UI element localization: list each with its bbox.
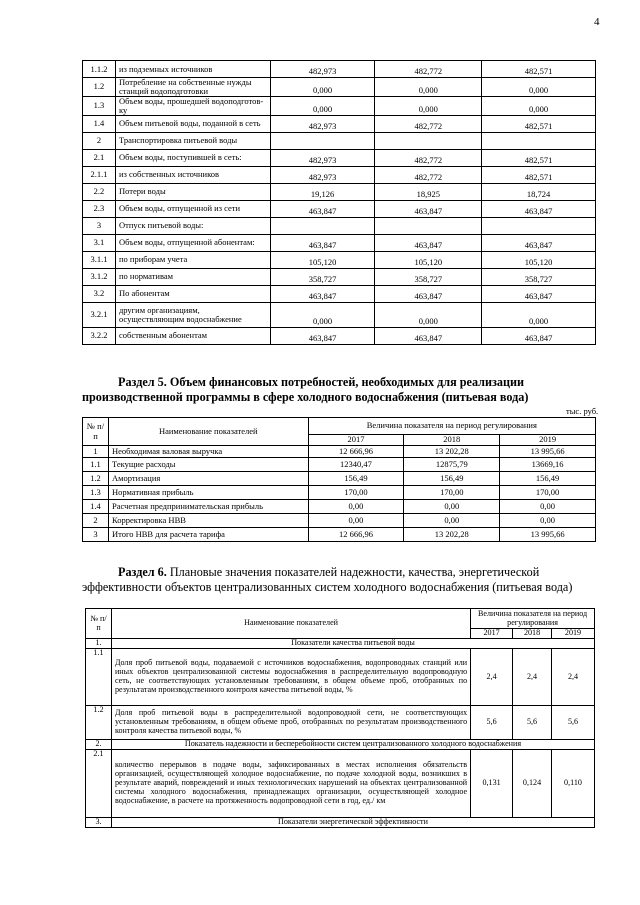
t2-year-2017: 2017 xyxy=(308,435,404,446)
t3-year-2019: 2019 xyxy=(552,629,595,639)
t3-row xyxy=(86,706,595,740)
t1-row xyxy=(83,149,596,166)
t1-row-2017: 105,120 xyxy=(270,251,375,268)
t1-row-2017 xyxy=(270,132,375,149)
t1-row-num: 2.1 xyxy=(83,149,116,166)
t2-row-2017: 0,00 xyxy=(308,514,404,528)
t1-row-name: Объем воды, прошедшей водоподготов-ку xyxy=(115,96,270,115)
t1-row-num: 2 xyxy=(83,132,116,149)
t1-row-num: 1.1.2 xyxy=(83,61,116,78)
t1-row-2017: 0,000 xyxy=(270,78,375,97)
t3-group-row xyxy=(86,740,595,750)
t1-row-2019 xyxy=(482,132,596,149)
t2-row-2019: 13 995,66 xyxy=(500,528,596,542)
t3-year-2018: 2018 xyxy=(513,629,552,639)
t1-row-2018: 0,000 xyxy=(375,78,482,97)
t3-row-num: 2.1 xyxy=(86,750,112,818)
t1-row-num: 2.2 xyxy=(83,183,116,200)
t1-row-2018 xyxy=(375,132,482,149)
t1-row-2017: 0,000 xyxy=(270,96,375,115)
t1-row-2018: 105,120 xyxy=(375,251,482,268)
t2-row xyxy=(83,500,596,514)
t1-row-2017: 463,847 xyxy=(270,200,375,217)
t2-row-name: Расчетная предпринимательская прибыль xyxy=(108,500,308,514)
t2-row-2019: 156,49 xyxy=(500,472,596,486)
t2-row-num: 3 xyxy=(83,528,109,542)
t3-row xyxy=(86,750,595,818)
t1-row-num: 3 xyxy=(83,217,116,234)
t2-header-num: № п/п xyxy=(83,418,109,446)
t1-row-2017: 0,000 xyxy=(270,302,375,327)
section-6-label: Раздел 6. xyxy=(118,565,167,579)
t3-header-period: Величина показателя на период регулирования xyxy=(471,609,595,629)
t1-row-2017: 358,727 xyxy=(270,268,375,285)
t1-row-num: 1.4 xyxy=(83,115,116,132)
t2-row-2019: 0,00 xyxy=(500,500,596,514)
water-volume-table xyxy=(82,60,596,345)
t1-row-name: другим организациям, осуществляющим водоснабжение xyxy=(115,302,270,327)
t3-row-2019: 2,4 xyxy=(552,649,595,706)
t2-row-2017: 12 666,96 xyxy=(308,446,404,458)
t3-year-2017: 2017 xyxy=(471,629,513,639)
t3-row-2017: 2,4 xyxy=(471,649,513,706)
t3-group-num: 3. xyxy=(86,818,112,828)
t2-row-num: 1.4 xyxy=(83,500,109,514)
t3-header-num: № п/п xyxy=(86,609,112,639)
t1-row-name: собственным абонентам xyxy=(115,327,270,344)
t1-row xyxy=(83,61,596,78)
t1-row-num: 1.3 xyxy=(83,96,116,115)
t1-row xyxy=(83,166,596,183)
t3-group-title: Показатели качества питьевой воды xyxy=(111,639,594,649)
t1-row-2019: 463,847 xyxy=(482,285,596,302)
t1-row-2019: 463,847 xyxy=(482,200,596,217)
t3-row-2017: 0,131 xyxy=(471,750,513,818)
t3-group-num: 1. xyxy=(86,639,112,649)
section-6-title: Плановые значения показателей надежности, качества, энергетической эффективности объектов централизованных систем холодного водоснабжения (питьевая вода) xyxy=(82,565,573,594)
t1-row-2019: 482,571 xyxy=(482,149,596,166)
t1-row-2019: 18,724 xyxy=(482,183,596,200)
reliability-indicators-table xyxy=(85,608,595,828)
t1-row-2018: 463,847 xyxy=(375,200,482,217)
t1-row-2019: 482,571 xyxy=(482,166,596,183)
t1-row-2019: 358,727 xyxy=(482,268,596,285)
t2-row-2017: 12 666,96 xyxy=(308,528,404,542)
t1-row-2018 xyxy=(375,217,482,234)
t1-row-name: Потери воды xyxy=(115,183,270,200)
t2-row xyxy=(83,458,596,472)
t1-row-num: 2.3 xyxy=(83,200,116,217)
t2-row-2018: 156,49 xyxy=(404,472,500,486)
t1-row-name: Объем воды, отпущенной из сети xyxy=(115,200,270,217)
section-5-heading xyxy=(82,375,596,405)
t2-row-name: Амортизация xyxy=(108,472,308,486)
t2-row-num: 1.3 xyxy=(83,486,109,500)
t1-row-num: 3.1.2 xyxy=(83,268,116,285)
t2-year-2018: 2018 xyxy=(404,435,500,446)
t1-row-2018: 358,727 xyxy=(375,268,482,285)
t3-row xyxy=(86,649,595,706)
t1-row-name: Потребление на собственные нужды станций водоподготовки xyxy=(115,78,270,97)
t2-row-name: Текущие расходы xyxy=(108,458,308,472)
t1-row-2019: 0,000 xyxy=(482,78,596,97)
t1-row-name: По абонентам xyxy=(115,285,270,302)
t1-row-name: из собственных источников xyxy=(115,166,270,183)
t2-row-2018: 0,00 xyxy=(404,514,500,528)
t2-row-name: Нормативная прибыль xyxy=(108,486,308,500)
t2-row-2018: 13 202,28 xyxy=(404,528,500,542)
financial-needs-table xyxy=(82,417,596,542)
t1-row xyxy=(83,217,596,234)
t2-row-name: Корректировка НВВ xyxy=(108,514,308,528)
t2-row-2019: 13669,16 xyxy=(500,458,596,472)
t1-row-2018: 482,772 xyxy=(375,115,482,132)
t1-row-2018: 482,772 xyxy=(375,166,482,183)
t1-row-name: Объем воды, отпущенной абонентам: xyxy=(115,234,270,251)
t1-row-2018: 482,772 xyxy=(375,149,482,166)
t3-header-name: Наименование показателей xyxy=(111,609,470,639)
section-5-title: Объем финансовых потребностей, необходимых для реализации производственной программы в сфере холодного водоснабжения (питьевая вода) xyxy=(82,375,529,404)
t3-row-num: 1.2 xyxy=(86,706,112,740)
t1-row-2019: 105,120 xyxy=(482,251,596,268)
t2-row xyxy=(83,528,596,542)
section-5-label: Раздел 5. xyxy=(118,375,167,389)
section-6-heading xyxy=(82,565,596,595)
t1-row-name: Транспортировка питьевой воды xyxy=(115,132,270,149)
t2-row xyxy=(83,472,596,486)
t3-row-2019: 5,6 xyxy=(552,706,595,740)
t1-row-2019: 0,000 xyxy=(482,96,596,115)
t1-row-2018: 0,000 xyxy=(375,96,482,115)
page-number: 4 xyxy=(594,16,600,28)
t1-row-2019: 482,571 xyxy=(482,61,596,78)
t1-row xyxy=(83,268,596,285)
t3-row-text: Доля проб питьевой воды, подаваемой с источников водоснабжения, водопроводных станций или иных объектов централизованной системы водоснабжения в распределительную водопроводную сеть, не соответствующих установленным требованиям, в общем объеме проб, отобранных по результатам производственного контроля качества питьевой воды, % xyxy=(111,649,470,706)
t1-row-2017: 482,973 xyxy=(270,166,375,183)
t1-row-2019: 482,571 xyxy=(482,115,596,132)
t1-row-2017: 463,847 xyxy=(270,285,375,302)
t1-row-2018: 463,847 xyxy=(375,234,482,251)
t3-group-row xyxy=(86,639,595,649)
t1-row-name: по приборам учета xyxy=(115,251,270,268)
t1-row-num: 3.2.2 xyxy=(83,327,116,344)
t1-row xyxy=(83,327,596,344)
t2-row-2017: 12340,47 xyxy=(308,458,404,472)
t3-row-2018: 0,124 xyxy=(513,750,552,818)
t1-row-num: 3.2.1 xyxy=(83,302,116,327)
t1-row-2019 xyxy=(482,217,596,234)
t1-row-num: 3.1 xyxy=(83,234,116,251)
t1-row xyxy=(83,132,596,149)
t1-row xyxy=(83,96,596,115)
t1-row-num: 3.1.1 xyxy=(83,251,116,268)
t2-row-2018: 12875,79 xyxy=(404,458,500,472)
t1-row-2019: 463,847 xyxy=(482,234,596,251)
t1-row xyxy=(83,285,596,302)
t1-row-2018: 463,847 xyxy=(375,327,482,344)
t2-row xyxy=(83,514,596,528)
t1-row-name: по нормативам xyxy=(115,268,270,285)
t1-row-name: из подземных источников xyxy=(115,61,270,78)
t3-row-text: количество перерывов в подаче воды, зафиксированных в местах исполнения обязательств организацией, осуществляющей холодное водоснабжение, по подаче холодной воды, возникших в результате аварий, повреждений и иных технологических нарушений на объектах централизованной системы холодного водоснабжения, принадлежащих организации, осуществляющей холодное водоснабжение, в расчете на протяженность водопроводной сети в год, ед./ км xyxy=(111,750,470,818)
t1-row xyxy=(83,200,596,217)
t3-row-num: 1.1 xyxy=(86,649,112,706)
t1-row-num: 1.2 xyxy=(83,78,116,97)
t3-row-2019: 0,110 xyxy=(552,750,595,818)
t3-group-title: Показатели энергетической эффективности xyxy=(111,818,594,828)
t2-header-period: Величина показателя на период регулирования xyxy=(308,418,595,435)
t1-row-2017: 482,973 xyxy=(270,149,375,166)
t1-row-2018: 482,772 xyxy=(375,61,482,78)
t3-group-num: 2. xyxy=(86,740,112,750)
unit-label: тыс. руб. xyxy=(566,406,599,416)
t1-row-2018: 463,847 xyxy=(375,285,482,302)
t1-row-num: 2.1.1 xyxy=(83,166,116,183)
t2-row xyxy=(83,446,596,458)
t1-row-2017: 463,847 xyxy=(270,327,375,344)
t2-header-name: Наименование показателей xyxy=(108,418,308,446)
t1-row-2018: 0,000 xyxy=(375,302,482,327)
t1-row-2019: 0,000 xyxy=(482,302,596,327)
t3-row-2017: 5,6 xyxy=(471,706,513,740)
t2-row-num: 1 xyxy=(83,446,109,458)
t1-row xyxy=(83,183,596,200)
t1-row-2017: 19,126 xyxy=(270,183,375,200)
t1-row-2017 xyxy=(270,217,375,234)
t1-row xyxy=(83,234,596,251)
t2-row-2019: 170,00 xyxy=(500,486,596,500)
t2-row-num: 2 xyxy=(83,514,109,528)
t2-row-2017: 0,00 xyxy=(308,500,404,514)
t1-row-name: Отпуск питьевой воды: xyxy=(115,217,270,234)
t2-row-num: 1.2 xyxy=(83,472,109,486)
t3-row-2018: 2,4 xyxy=(513,649,552,706)
t3-row-text: Доля проб питьевой воды в распределительной водопроводной сети, не соответствующих установленным требованиям, в общем объеме проб, отобранных по результатам производственного контроля качества питьевой воды, % xyxy=(111,706,470,740)
t1-row-2019: 463,847 xyxy=(482,327,596,344)
t1-row xyxy=(83,78,596,97)
t1-row-2017: 463,847 xyxy=(270,234,375,251)
t2-row-name: Итого НВВ для расчета тарифа xyxy=(108,528,308,542)
t2-row xyxy=(83,486,596,500)
t2-row-2019: 13 995,66 xyxy=(500,446,596,458)
t2-row-2017: 156,49 xyxy=(308,472,404,486)
t1-row-name: Объем воды, поступившей в сеть: xyxy=(115,149,270,166)
t3-row-2018: 5,6 xyxy=(513,706,552,740)
t1-row xyxy=(83,302,596,327)
t2-row-2018: 170,00 xyxy=(404,486,500,500)
t1-row-2018: 18,925 xyxy=(375,183,482,200)
t1-row xyxy=(83,251,596,268)
t1-row-2017: 482,973 xyxy=(270,115,375,132)
t2-year-2019: 2019 xyxy=(500,435,596,446)
t2-row-name: Необходимая валовая выручка xyxy=(108,446,308,458)
t3-group-row xyxy=(86,818,595,828)
t1-row-2017: 482,973 xyxy=(270,61,375,78)
t2-row-num: 1.1 xyxy=(83,458,109,472)
t2-row-2018: 0,00 xyxy=(404,500,500,514)
t3-group-title: Показатель надежности и бесперебойности систем централизованного холодного водоснабжения xyxy=(111,740,594,750)
t2-row-2017: 170,00 xyxy=(308,486,404,500)
t1-row-num: 3.2 xyxy=(83,285,116,302)
t1-row xyxy=(83,115,596,132)
t2-row-2019: 0,00 xyxy=(500,514,596,528)
t1-row-name: Объем питьевой воды, поданной в сеть xyxy=(115,115,270,132)
t2-row-2018: 13 202,28 xyxy=(404,446,500,458)
